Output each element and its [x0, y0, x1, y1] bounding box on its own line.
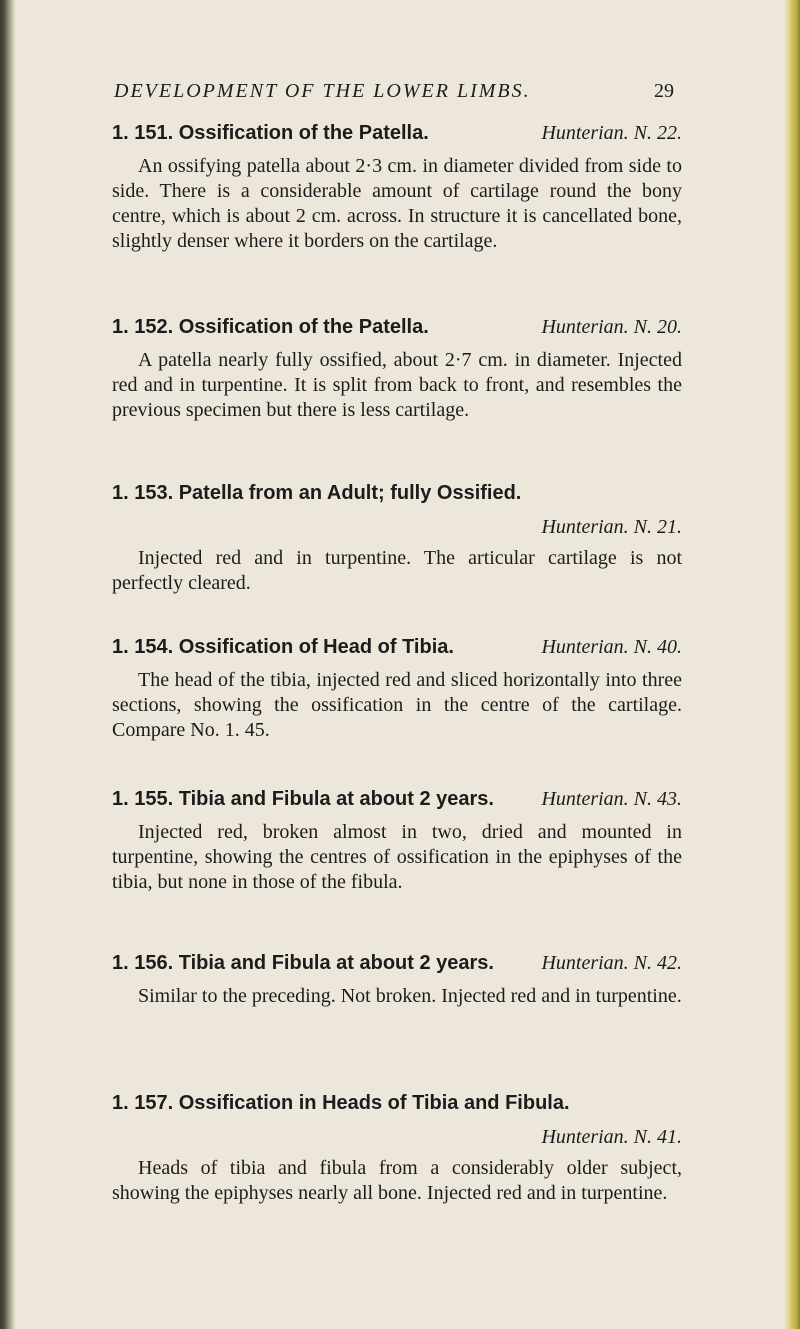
page-header [114, 80, 674, 110]
entry-title: 1. 151. Ossification of the Patella. [112, 122, 429, 144]
entry-description: Injected red and in turpentine. The articular cartilage is not perfectly cleared. [112, 547, 682, 594]
entry-title: 1. 152. Ossification of the Patella. [112, 316, 429, 338]
entry-heading [112, 122, 682, 154]
entry-title: 1. 157. Ossification in Heads of Tibia and Fibula. [112, 1092, 570, 1114]
running-head: DEVELOPMENT OF THE LOWER LIMBS. [114, 80, 531, 102]
entry-description: Injected red, broken almost in two, dried and mounted in turpentine, showing the centres of ossification in the epiphyses of the tibia, but none in those of the fibula. [112, 821, 682, 893]
entry-description: An ossifying patella about 2·3 cm. in diameter divided from side to side. There is a considerable amount of cartilage round the bony centre, which is about 2 cm. across. In structure it is cancellated bone, slightly denser where it borders on the cartilage. [112, 155, 682, 252]
entry-heading [112, 636, 682, 668]
entry-title: 1. 156. Tibia and Fibula at about 2 years. [112, 952, 494, 974]
entry-heading [112, 316, 682, 348]
entry-description: Similar to the preceding. Not broken. Injected red and in turpentine. [138, 985, 682, 1007]
entry-description: The head of the tibia, injected red and sliced horizontally into three sections, showing the ossification in the centre of the cartilage. Compare No. 1. 45. [112, 669, 682, 741]
catalogue-entry [112, 482, 682, 596]
entry-description: A patella nearly fully ossified, about 2·7 cm. in diameter. Injected red and in turpentine. It is split from back to front, and resembles the previous specimen but there is less cartilage. [112, 349, 682, 421]
entry-source: Hunterian. N. 43. [541, 788, 682, 810]
entry-source: Hunterian. N. 42. [541, 952, 682, 974]
entry-source: Hunterian. N. 20. [541, 316, 682, 338]
page-number: 29 [654, 80, 674, 102]
catalogue-entry [112, 122, 682, 254]
entry-source: Hunterian. N. 40. [541, 636, 682, 658]
entry-heading [112, 1092, 682, 1156]
entry-source: Hunterian. N. 21. [541, 516, 682, 538]
entry-title: 1. 153. Patella from an Adult; fully Ossified. [112, 482, 522, 504]
entry-title: 1. 154. Ossification of Head of Tibia. [112, 636, 454, 658]
entry-description: Heads of tibia and fibula from a considerably older subject, showing the epiphyses nearly all bone. Injected red and in turpentine. [112, 1157, 682, 1204]
catalogue-entry [112, 316, 682, 423]
catalogue-entry [112, 636, 682, 743]
entry-source: Hunterian. N. 22. [541, 122, 682, 144]
entry-heading [112, 482, 682, 546]
entry-source: Hunterian. N. 41. [541, 1126, 682, 1148]
entry-heading [112, 788, 682, 820]
entry-title: 1. 155. Tibia and Fibula at about 2 years. [112, 788, 494, 810]
entry-heading [112, 952, 682, 984]
catalogue-entry [112, 788, 682, 895]
catalogue-entry [112, 1092, 682, 1206]
catalogue-entry [112, 952, 682, 1009]
page-edge [784, 0, 800, 1329]
page-binding-shadow [0, 0, 16, 1329]
